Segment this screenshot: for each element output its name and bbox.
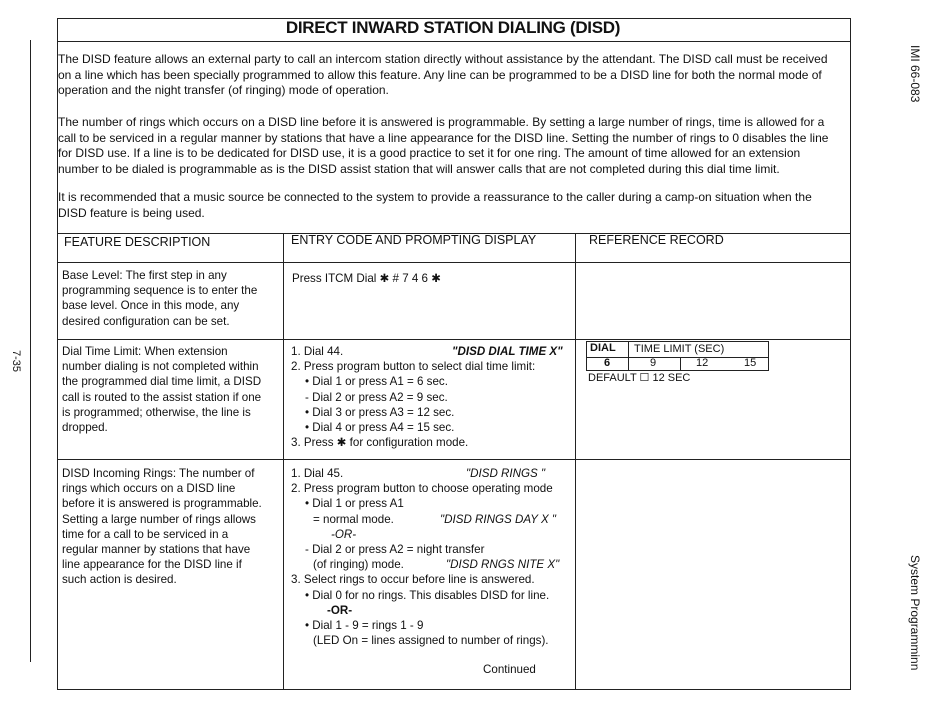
rings-step: • Dial 0 for no rings. This disables DISD for line. xyxy=(305,588,550,602)
margin-line xyxy=(30,40,31,662)
dial-time-feature-line: call is routed to the assist station if one xyxy=(62,390,262,404)
rings-step: • Dial 1 - 9 = rings 1 - 9 xyxy=(305,619,424,633)
dial-time-step: • Dial 1 or press A1 = 6 sec. xyxy=(305,375,448,389)
ref-value: 12 xyxy=(696,357,709,369)
rings-step: -OR- xyxy=(327,603,353,617)
rings-display: "DISD RINGS " xyxy=(466,467,546,480)
header-feature: FEATURE DESCRIPTION xyxy=(64,235,211,249)
dial-time-entry xyxy=(291,344,535,450)
intro-paragraph-2: The number of rings which occurs on a DISD line before it is answered is programmable. By setting a large number of rings, time is allowed for a call to be serviced in a regular manner by stations that have a line appearance for the DISD line. Setting the number of rings to 0 disables the line for DISD use. If a line is to be dedicated for DISD use, it is a good practice to set it for one ring. The amount of time allowed for an extension number to be dialed is programmable as is the DISD assist station that will answer calls that are not completed during this dial time limit. xyxy=(58,115,829,176)
base-feature-line: programming sequence is to enter the xyxy=(62,284,258,298)
dial-time-feature-line: number dialing is not completed within xyxy=(62,360,259,374)
base-entry: Press ITCM Dial ✱ # 7 4 6 ✱ xyxy=(292,272,441,285)
dial-time-step: 1. Dial 44. xyxy=(291,345,344,358)
dial-time-ref-table xyxy=(586,341,769,383)
rings-step: 3. Select rings to occur before line is answered. xyxy=(291,573,535,587)
header-entry: ENTRY CODE AND PROMPTING DISPLAY xyxy=(291,233,537,247)
doc-id: IMI 66-083 xyxy=(908,45,922,103)
ref-value: 15 xyxy=(744,357,757,369)
col-divider-1 xyxy=(283,233,284,689)
rings-step: 1. Dial 45. xyxy=(291,467,344,480)
rings-nite-display: "DISD RNGS NITE X" xyxy=(446,558,560,571)
ref-dial-label: DIAL xyxy=(590,342,616,354)
dial-time-step: • Dial 4 or press A4 = 15 sec. xyxy=(305,421,455,435)
page-title: DIRECT INWARD STATION DIALING (DISD) xyxy=(285,18,621,37)
row2-rule xyxy=(57,459,851,460)
dial-time-feature-line: is programmed; otherwise, the line is xyxy=(62,405,251,419)
rings-feature-line: rings which occurs on a DISD line xyxy=(62,482,236,496)
intro-paragraph-3: It is recommended that a music source be connected to the system to provide a reassurance to the caller during a camp-on situation when the DISD feature is being used. xyxy=(58,190,812,220)
section-label: System Programminn xyxy=(908,555,922,671)
base-feature-line: Base Level: The first step in any xyxy=(62,269,227,282)
rings-feature-line: line appearance for the DISD line if xyxy=(62,558,242,572)
rings-step: (of ringing) mode. xyxy=(313,558,404,572)
ref-time-title: TIME LIMIT (SEC) xyxy=(634,343,725,355)
dial-time-feature-line: the programmed dial time limit, a DISD xyxy=(62,375,262,389)
rings-step: = normal mode. xyxy=(313,512,394,526)
rings-feature-line: before it is answered is programmable. xyxy=(62,497,262,511)
frame-bottom xyxy=(57,689,851,690)
base-feature xyxy=(62,268,257,329)
rings-step: • Dial 1 or press A1 xyxy=(305,497,404,511)
dial-time-step: • Dial 3 or press A3 = 12 sec. xyxy=(305,405,455,419)
rings-step: -OR- xyxy=(331,527,357,541)
frame-right xyxy=(850,18,851,690)
base-feature-line: desired configuration can be set. xyxy=(62,314,230,328)
dial-time-step: - Dial 2 or press A2 = 9 sec. xyxy=(305,390,448,404)
rings-day-display: "DISD RINGS DAY X " xyxy=(440,513,557,526)
rings-feature-line: time for a call to be serviced in a xyxy=(62,527,229,541)
rings-feature-line: DISD Incoming Rings: The number of xyxy=(62,467,255,480)
dial-time-step: 3. Press ✱ for configuration mode. xyxy=(291,436,469,450)
rings-feature-line: regular manner by stations that have xyxy=(62,543,251,557)
rings-step: - Dial 2 or press A2 = night transfer xyxy=(305,543,485,557)
rings-feature-line: such action is desired. xyxy=(62,573,177,587)
intro-paragraph-1: The DISD feature allows an external party to call an intercom station directly without assistance by the attendant. The DISD call must be received on a line which has been specially programmed to allow this feature. Any line can be programmed to be a DISD line for both the normal mode of operation and the night transfer (of ringing) mode of operation. xyxy=(58,52,828,97)
title-rule xyxy=(57,41,851,42)
ref-value: 9 xyxy=(650,357,657,369)
dial-time-feature-line: dropped. xyxy=(62,421,108,435)
col-divider-2 xyxy=(575,233,576,689)
ref-default: DEFAULT ☐ 12 SEC xyxy=(588,372,691,384)
rings-feature-line: Setting a large number of rings allows xyxy=(62,512,256,526)
dial-time-step: 2. Press program button to select dial time limit: xyxy=(291,360,536,374)
rings-feature xyxy=(62,466,262,588)
rings-step: (LED On = lines assigned to number of rings). xyxy=(313,634,549,648)
header-reference: REFERENCE RECORD xyxy=(589,233,724,247)
left-page-mark: 7-35 xyxy=(10,350,22,373)
continued-label: Continued xyxy=(483,663,536,676)
header-rule xyxy=(57,262,851,263)
ref-value: 6 xyxy=(604,357,611,369)
dial-time-display: "DISD DIAL TIME X" xyxy=(452,345,563,358)
dial-time-feature-line: Dial Time Limit: When extension xyxy=(62,345,228,358)
base-feature-line: base level. Once in this mode, any xyxy=(62,299,240,313)
row1-rule xyxy=(57,339,851,340)
rings-step: 2. Press program button to choose operating mode xyxy=(291,482,553,496)
dial-time-feature xyxy=(62,344,261,435)
